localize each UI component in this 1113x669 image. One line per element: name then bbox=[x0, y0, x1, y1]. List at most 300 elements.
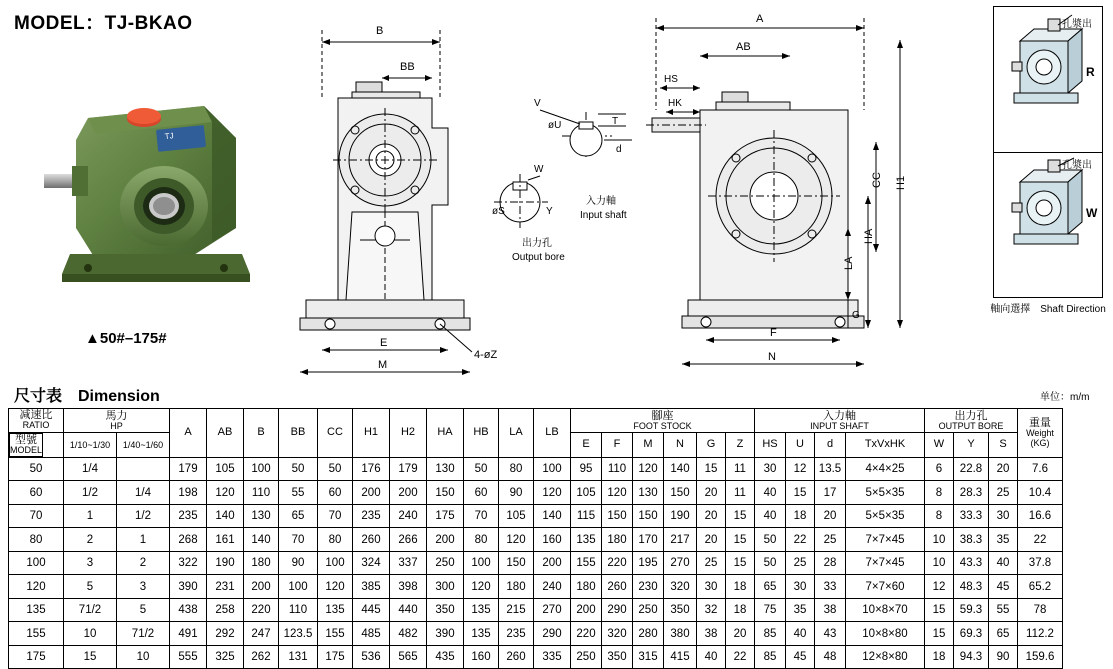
photo-caption: ▲50#–175# bbox=[85, 330, 167, 347]
cell-value: 322 bbox=[170, 551, 207, 575]
svg-text:øS: øS bbox=[492, 206, 505, 217]
cell-value: 20 bbox=[697, 504, 726, 528]
cell-value: 48.3 bbox=[954, 575, 989, 599]
shaft-w-code: W bbox=[1086, 206, 1098, 220]
cell-value: 40 bbox=[697, 645, 726, 669]
cell-value: 18 bbox=[726, 575, 755, 599]
cell-value: 380 bbox=[664, 622, 697, 646]
cell-value: 135 bbox=[318, 598, 353, 622]
cell-value: 140 bbox=[244, 528, 279, 552]
cell-value: 65 bbox=[989, 622, 1018, 646]
th-Z: Z bbox=[726, 433, 755, 458]
svg-text:HK: HK bbox=[668, 98, 682, 109]
table-row bbox=[9, 528, 1063, 552]
cell-value: 105 bbox=[571, 481, 602, 505]
cell-value: 70 bbox=[279, 528, 318, 552]
svg-text:Y: Y bbox=[546, 206, 553, 217]
cell-value: 120 bbox=[318, 575, 353, 599]
cell-value: 13.5 bbox=[815, 457, 846, 481]
table-row bbox=[9, 504, 1063, 528]
cell-model: 70 bbox=[9, 504, 64, 528]
cell-value: 50 bbox=[755, 551, 786, 575]
cell-value: 260 bbox=[353, 528, 390, 552]
cell-value: 10 bbox=[117, 645, 170, 669]
cell-value: 150 bbox=[427, 481, 464, 505]
cell-value: 10.4 bbox=[1018, 481, 1063, 505]
cell-value: 5 bbox=[64, 575, 117, 599]
cell-model: 175 bbox=[9, 645, 64, 669]
cell-value: 18 bbox=[786, 504, 815, 528]
cell-value: 6 bbox=[925, 457, 954, 481]
cell-value: 135 bbox=[571, 528, 602, 552]
cell-value: 7×7×45 bbox=[846, 528, 925, 552]
cell-value: 105 bbox=[499, 504, 534, 528]
cell-value: 220 bbox=[602, 551, 633, 575]
cell-value: 180 bbox=[244, 551, 279, 575]
cell-value: 12 bbox=[925, 575, 954, 599]
cell-value: 258 bbox=[207, 598, 244, 622]
cell-value: 38 bbox=[697, 622, 726, 646]
cell-value: 217 bbox=[664, 528, 697, 552]
th-F: F bbox=[602, 433, 633, 458]
cell-value: 350 bbox=[427, 598, 464, 622]
cell-value: 8 bbox=[925, 481, 954, 505]
cell-value: 95 bbox=[571, 457, 602, 481]
cell-value: 75 bbox=[755, 598, 786, 622]
svg-text:4-øZ: 4-øZ bbox=[474, 349, 498, 361]
svg-text:W: W bbox=[534, 164, 544, 175]
cell-value: 25 bbox=[815, 528, 846, 552]
cell-value: 110 bbox=[602, 457, 633, 481]
table-row bbox=[9, 598, 1063, 622]
cell-value: 11 bbox=[726, 457, 755, 481]
cell-value: 280 bbox=[633, 622, 664, 646]
cell-value: 1 bbox=[64, 504, 117, 528]
cell-value: 78 bbox=[1018, 598, 1063, 622]
cell-value: 30 bbox=[786, 575, 815, 599]
cell-value: 230 bbox=[633, 575, 664, 599]
cell-value: 130 bbox=[427, 457, 464, 481]
svg-text:HS: HS bbox=[664, 74, 678, 85]
cell-value: 155 bbox=[571, 551, 602, 575]
cell-value: 315 bbox=[633, 645, 664, 669]
cell-value: 10×8×80 bbox=[846, 622, 925, 646]
cell-value: 240 bbox=[534, 575, 571, 599]
table-row bbox=[9, 622, 1063, 646]
cell-value: 85 bbox=[755, 622, 786, 646]
svg-text:V: V bbox=[534, 98, 541, 109]
cell-value: 130 bbox=[633, 481, 664, 505]
cell-value: 15 bbox=[925, 622, 954, 646]
shaft-w-callout: 孔漿出 bbox=[1062, 160, 1092, 171]
svg-text:E: E bbox=[380, 337, 388, 349]
cell-value: 325 bbox=[207, 645, 244, 669]
svg-text:øU: øU bbox=[548, 120, 562, 131]
shaft-r-code: R bbox=[1086, 65, 1095, 79]
cell-value: 110 bbox=[279, 598, 318, 622]
cell-value: 45 bbox=[786, 645, 815, 669]
th-M: M bbox=[633, 433, 664, 458]
th-ratio-col-2: 1/40~1/60 bbox=[117, 433, 170, 458]
cell-value: 175 bbox=[427, 504, 464, 528]
cell-value: 40 bbox=[755, 504, 786, 528]
cell-value: 94.3 bbox=[954, 645, 989, 669]
cell-value: 59.3 bbox=[954, 598, 989, 622]
th-AB: AB bbox=[207, 409, 244, 458]
svg-text:A: A bbox=[756, 13, 764, 25]
cell-model: 100 bbox=[9, 551, 64, 575]
cell-value: 200 bbox=[244, 575, 279, 599]
th-B: B bbox=[244, 409, 279, 458]
table-row bbox=[9, 457, 1063, 481]
cell-value: 220 bbox=[571, 622, 602, 646]
cell-value: 337 bbox=[390, 551, 427, 575]
cell-model: 155 bbox=[9, 622, 64, 646]
svg-text:TJ: TJ bbox=[164, 131, 175, 142]
cell-value: 161 bbox=[207, 528, 244, 552]
cell-value: 536 bbox=[353, 645, 390, 669]
table-row bbox=[9, 481, 1063, 505]
cell-value: 2 bbox=[64, 528, 117, 552]
cell-value: 200 bbox=[390, 481, 427, 505]
cell-value: 115 bbox=[571, 504, 602, 528]
cell-value: 120 bbox=[499, 528, 534, 552]
cell-value: 270 bbox=[664, 551, 697, 575]
cell-value: 1/2 bbox=[117, 504, 170, 528]
cell-value: 3 bbox=[64, 551, 117, 575]
cell-value: 40 bbox=[786, 622, 815, 646]
th-U: U bbox=[786, 433, 815, 458]
cell-value: 180 bbox=[499, 575, 534, 599]
cell-value: 120 bbox=[633, 457, 664, 481]
cell-value: 198 bbox=[170, 481, 207, 505]
cell-value: 55 bbox=[279, 481, 318, 505]
cell-value: 90 bbox=[499, 481, 534, 505]
cell-value: 20 bbox=[697, 481, 726, 505]
cell-value: 435 bbox=[427, 645, 464, 669]
th-HB: HB bbox=[464, 409, 499, 458]
cell-value: 260 bbox=[499, 645, 534, 669]
cell-value: 15 bbox=[786, 481, 815, 505]
cell-model: 50 bbox=[9, 457, 64, 481]
th-weight: 重量 Weight (KG) bbox=[1018, 409, 1063, 458]
cell-value: 1/4 bbox=[117, 481, 170, 505]
table-head bbox=[9, 409, 1063, 458]
cell-model: 60 bbox=[9, 481, 64, 505]
table-row bbox=[9, 645, 1063, 669]
cell-value: 60 bbox=[318, 481, 353, 505]
cell-value: 35 bbox=[786, 598, 815, 622]
th-output-bore: 出力孔 OUTPUT BORE bbox=[925, 409, 1018, 433]
cell-value: 5×5×35 bbox=[846, 504, 925, 528]
cell-value: 270 bbox=[534, 598, 571, 622]
table-row bbox=[9, 551, 1063, 575]
th-H1: H1 bbox=[353, 409, 390, 458]
cell-value: 20 bbox=[726, 622, 755, 646]
svg-text:CC: CC bbox=[871, 172, 883, 188]
cell-value: 20 bbox=[989, 457, 1018, 481]
cell-value: 30 bbox=[989, 504, 1018, 528]
cell-value: 268 bbox=[170, 528, 207, 552]
cell-value: 12×8×80 bbox=[846, 645, 925, 669]
cell-value: 69.3 bbox=[954, 622, 989, 646]
cell-value: 7×7×45 bbox=[846, 551, 925, 575]
th-Y: Y bbox=[954, 433, 989, 458]
cell-value: 170 bbox=[633, 528, 664, 552]
cell-value: 25 bbox=[989, 481, 1018, 505]
cell-value: 155 bbox=[318, 622, 353, 646]
cell-value: 43 bbox=[815, 622, 846, 646]
svg-text:出力孔: 出力孔 bbox=[522, 238, 552, 249]
svg-text:HA: HA bbox=[863, 228, 875, 244]
cell-value: 135 bbox=[464, 598, 499, 622]
cell-value: 120 bbox=[534, 481, 571, 505]
cell-value: 1 bbox=[117, 528, 170, 552]
th-CC: CC bbox=[318, 409, 353, 458]
cell-value: 45 bbox=[989, 575, 1018, 599]
cell-value: 485 bbox=[353, 622, 390, 646]
cell-value: 28 bbox=[815, 551, 846, 575]
cell-value: 120 bbox=[207, 481, 244, 505]
cell-value: 5 bbox=[117, 598, 170, 622]
cell-value: 90 bbox=[279, 551, 318, 575]
cell-value: 240 bbox=[390, 504, 427, 528]
cell-value: 8 bbox=[925, 504, 954, 528]
cell-value: 100 bbox=[464, 551, 499, 575]
th-input-shaft: 入力軸 INPUT SHAFT bbox=[755, 409, 925, 433]
cell-value: 48 bbox=[815, 645, 846, 669]
cell-value: 290 bbox=[602, 598, 633, 622]
cell-value: 50 bbox=[464, 457, 499, 481]
th-HS: HS bbox=[755, 433, 786, 458]
cell-value: 37.8 bbox=[1018, 551, 1063, 575]
cell-value: 190 bbox=[207, 551, 244, 575]
cell-value: 250 bbox=[633, 598, 664, 622]
cell-value: 440 bbox=[390, 598, 427, 622]
svg-text:BB: BB bbox=[400, 61, 415, 73]
cell-value: 135 bbox=[464, 622, 499, 646]
cell-value: 16.6 bbox=[1018, 504, 1063, 528]
cell-value: 445 bbox=[353, 598, 390, 622]
cell-value: 175 bbox=[318, 645, 353, 669]
cell-value: 247 bbox=[244, 622, 279, 646]
cell-value: 179 bbox=[390, 457, 427, 481]
cell-value: 105 bbox=[207, 457, 244, 481]
cell-value: 33.3 bbox=[954, 504, 989, 528]
cell-value: 320 bbox=[602, 622, 633, 646]
cell-value: 12 bbox=[786, 457, 815, 481]
svg-text:d: d bbox=[616, 144, 622, 155]
cell-value: 266 bbox=[390, 528, 427, 552]
svg-text:T: T bbox=[612, 116, 619, 127]
th-foot-stock: 腳座 FOOT STOCK bbox=[571, 409, 755, 433]
cell-value: 200 bbox=[571, 598, 602, 622]
cell-value: 15 bbox=[726, 551, 755, 575]
cell-value bbox=[117, 457, 170, 481]
svg-text:H1: H1 bbox=[895, 175, 907, 190]
cell-value: 159.6 bbox=[1018, 645, 1063, 669]
svg-text:B: B bbox=[376, 25, 384, 37]
cell-value: 70 bbox=[464, 504, 499, 528]
cell-value: 176 bbox=[353, 457, 390, 481]
cell-value: 10×8×70 bbox=[846, 598, 925, 622]
cell-value: 5×5×35 bbox=[846, 481, 925, 505]
cell-value: 65 bbox=[755, 575, 786, 599]
cell-value: 123.5 bbox=[279, 622, 318, 646]
cell-value: 235 bbox=[353, 504, 390, 528]
cell-value: 320 bbox=[664, 575, 697, 599]
cell-value: 160 bbox=[464, 645, 499, 669]
cell-value: 1/2 bbox=[64, 481, 117, 505]
cell-value: 80 bbox=[499, 457, 534, 481]
cell-model: 135 bbox=[9, 598, 64, 622]
th-W: W bbox=[925, 433, 954, 458]
cell-value: 7.6 bbox=[1018, 457, 1063, 481]
cell-value: 2 bbox=[117, 551, 170, 575]
cell-value: 140 bbox=[534, 504, 571, 528]
cell-value: 160 bbox=[534, 528, 571, 552]
cell-value: 35 bbox=[989, 528, 1018, 552]
cell-value: 100 bbox=[244, 457, 279, 481]
th-LB: LB bbox=[534, 409, 571, 458]
svg-text:F: F bbox=[770, 327, 777, 339]
th-S: S bbox=[989, 433, 1018, 458]
cell-value: 18 bbox=[925, 645, 954, 669]
cell-value: 250 bbox=[571, 645, 602, 669]
cell-value: 120 bbox=[464, 575, 499, 599]
cell-value: 415 bbox=[664, 645, 697, 669]
cell-value: 7×7×60 bbox=[846, 575, 925, 599]
svg-text:G: G bbox=[852, 310, 860, 321]
cell-value: 215 bbox=[499, 598, 534, 622]
cell-value: 220 bbox=[244, 598, 279, 622]
th-E: E bbox=[571, 433, 602, 458]
cell-value: 482 bbox=[390, 622, 427, 646]
cell-value: 398 bbox=[390, 575, 427, 599]
th-hp: 馬力 HP bbox=[64, 409, 170, 433]
shaft-r-callout: 孔漿出 bbox=[1062, 19, 1092, 30]
cell-value: 80 bbox=[318, 528, 353, 552]
cell-value: 50 bbox=[318, 457, 353, 481]
cell-value: 350 bbox=[602, 645, 633, 669]
cell-value: 290 bbox=[534, 622, 571, 646]
cell-value: 150 bbox=[499, 551, 534, 575]
cell-value: 1/4 bbox=[64, 457, 117, 481]
cell-value: 390 bbox=[427, 622, 464, 646]
svg-text:M: M bbox=[378, 359, 388, 371]
cell-value: 200 bbox=[353, 481, 390, 505]
cell-value: 11 bbox=[726, 481, 755, 505]
cell-value: 38.3 bbox=[954, 528, 989, 552]
th-LA: LA bbox=[499, 409, 534, 458]
cell-value: 43.3 bbox=[954, 551, 989, 575]
cell-value: 200 bbox=[427, 528, 464, 552]
cell-value: 555 bbox=[170, 645, 207, 669]
cell-value: 335 bbox=[534, 645, 571, 669]
cell-value: 65 bbox=[279, 504, 318, 528]
page-title: MODEL：TJ-BKAO bbox=[14, 13, 193, 34]
cell-model: 80 bbox=[9, 528, 64, 552]
cell-value: 235 bbox=[499, 622, 534, 646]
cell-value: 140 bbox=[664, 457, 697, 481]
cell-value: 235 bbox=[170, 504, 207, 528]
th-BB: BB bbox=[279, 409, 318, 458]
unit-note: 单位：m/m bbox=[1040, 392, 1090, 403]
svg-text:N: N bbox=[768, 351, 776, 363]
th-d: d bbox=[815, 433, 846, 458]
cell-value: 71/2 bbox=[64, 598, 117, 622]
cell-value: 18 bbox=[726, 598, 755, 622]
cell-value: 262 bbox=[244, 645, 279, 669]
cell-value: 70 bbox=[318, 504, 353, 528]
table-header-row-1 bbox=[9, 409, 1063, 433]
cell-value: 20 bbox=[815, 504, 846, 528]
cell-value: 10 bbox=[925, 528, 954, 552]
cell-value: 20 bbox=[697, 528, 726, 552]
cell-value: 385 bbox=[353, 575, 390, 599]
th-TVHK: TxVxHK bbox=[846, 433, 925, 458]
cell-value: 80 bbox=[464, 528, 499, 552]
svg-text:LA: LA bbox=[843, 256, 855, 270]
cell-value: 100 bbox=[318, 551, 353, 575]
cell-value: 100 bbox=[279, 575, 318, 599]
table-row bbox=[9, 575, 1063, 599]
cell-value: 180 bbox=[571, 575, 602, 599]
cell-value: 15 bbox=[726, 528, 755, 552]
cell-value: 324 bbox=[353, 551, 390, 575]
dimension-table bbox=[8, 408, 1063, 669]
cell-value: 33 bbox=[815, 575, 846, 599]
th-model: 型號 MODEL bbox=[10, 433, 43, 456]
cell-value: 10 bbox=[64, 622, 117, 646]
cell-value: 3 bbox=[117, 575, 170, 599]
cell-value: 17 bbox=[815, 481, 846, 505]
cell-value: 40 bbox=[989, 551, 1018, 575]
cell-value: 150 bbox=[664, 481, 697, 505]
cell-value: 25 bbox=[786, 551, 815, 575]
cell-value: 71/2 bbox=[117, 622, 170, 646]
cell-model: 120 bbox=[9, 575, 64, 599]
cell-value: 65.2 bbox=[1018, 575, 1063, 599]
cell-value: 30 bbox=[755, 457, 786, 481]
th-ratio-col-1: 1/10~1/30 bbox=[64, 433, 117, 458]
cell-value: 22 bbox=[1018, 528, 1063, 552]
svg-text:Output bore: Output bore bbox=[512, 252, 565, 263]
cell-value: 15 bbox=[697, 457, 726, 481]
cell-value: 38 bbox=[815, 598, 846, 622]
cell-value: 260 bbox=[602, 575, 633, 599]
cell-value: 22 bbox=[786, 528, 815, 552]
cell-value: 438 bbox=[170, 598, 207, 622]
cell-value: 179 bbox=[170, 457, 207, 481]
cell-value: 130 bbox=[244, 504, 279, 528]
cell-value: 60 bbox=[464, 481, 499, 505]
th-A: A bbox=[170, 409, 207, 458]
cell-value: 150 bbox=[602, 504, 633, 528]
cell-value: 491 bbox=[170, 622, 207, 646]
cell-value: 292 bbox=[207, 622, 244, 646]
cell-value: 190 bbox=[664, 504, 697, 528]
cell-value: 50 bbox=[279, 457, 318, 481]
cell-value: 22 bbox=[726, 645, 755, 669]
cell-value: 150 bbox=[633, 504, 664, 528]
cell-value: 112.2 bbox=[1018, 622, 1063, 646]
cell-value: 40 bbox=[755, 481, 786, 505]
cell-value: 180 bbox=[602, 528, 633, 552]
svg-text:入力軸: 入力軸 bbox=[586, 196, 616, 207]
cell-value: 22.8 bbox=[954, 457, 989, 481]
cell-value: 110 bbox=[244, 481, 279, 505]
